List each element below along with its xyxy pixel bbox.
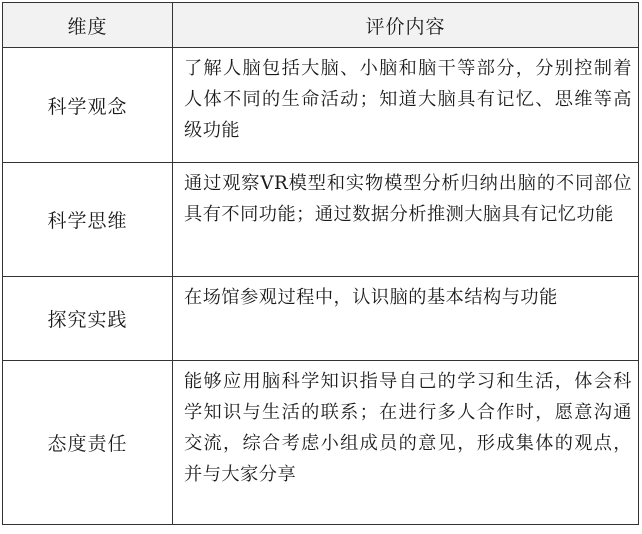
row-dimension: 科学观念 — [3, 48, 173, 163]
row-dimension: 态度责任 — [3, 361, 173, 525]
evaluation-table — [2, 2, 639, 525]
header-dimension: 维度 — [3, 3, 173, 48]
table-header-row — [3, 3, 639, 48]
table-row — [3, 277, 639, 361]
row-content: 了解人脑包括大脑、小脑和脑干等部分，分别控制着人体不同的生命活动；知道大脑具有记忆、思维等高级功能 — [173, 48, 639, 163]
table-row — [3, 361, 639, 525]
row-dimension: 科学思维 — [3, 163, 173, 277]
header-content: 评价内容 — [173, 3, 639, 48]
table-row — [3, 163, 639, 277]
table-row — [3, 48, 639, 163]
row-content: 在场馆参观过程中，认识脑的基本结构与功能 — [173, 277, 639, 361]
row-content: 能够应用脑科学知识指导自己的学习和生活，体会科学知识与生活的联系；在进行多人合作时，愿意沟通交流，综合考虑小组成员的意见，形成集体的观点，并与大家分享 — [173, 361, 639, 525]
row-content: 通过观察VR模型和实物模型分析归纳出脑的不同部位具有不同功能；通过数据分析推测大脑具有记忆功能 — [173, 163, 639, 277]
row-dimension: 探究实践 — [3, 277, 173, 361]
